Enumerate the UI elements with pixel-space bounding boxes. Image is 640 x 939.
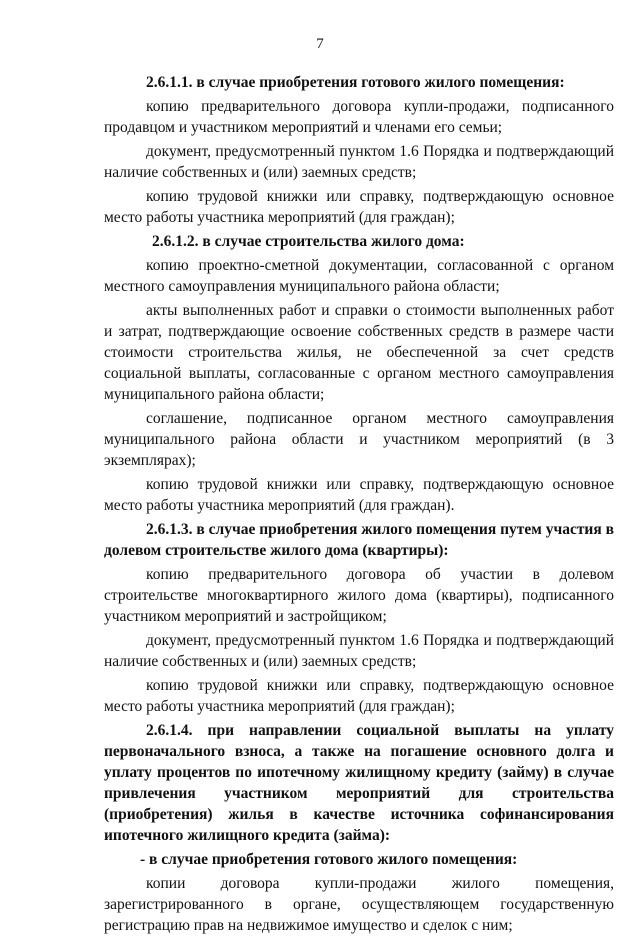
list-item: копию предварительного договора об участии в долевом строительстве многоквартирного жилого дома (квартиры), подписанного участником мероприятий и застройщиком; [104, 566, 614, 625]
document-body [104, 72, 614, 939]
list-item: копию проектно-сметной документации, согласованной с органом местного самоуправления муниципального района области; [104, 257, 614, 295]
section-heading-2-6-1-4: 2.6.1.4. при направлении социальной выплаты на уплату первоначального взноса, а также на погашение основного долга и уплату процентов по ипотечному жилищному кредиту (займу) в случае привлечения участником мероприятий для строительства (приобретения) жилья в качестве источника софинансирования ипотечного жилищного кредита (займа): [104, 722, 614, 844]
list-item: копию трудовой книжки или справку, подтверждающую основное место работы участника мероприятий (для граждан). [104, 476, 614, 514]
list-item: соглашение, подписанное органом местного самоуправления муниципального района области и участником мероприятий (в 3 экземплярах); [104, 410, 614, 469]
section-heading-2-6-1-1: 2.6.1.1. в случае приобретения готового жилого помещения: [146, 74, 565, 91]
subsection-heading: - в случае приобретения готового жилого помещения: [140, 851, 518, 868]
page-number: 7 [316, 36, 324, 52]
list-item: копию трудовой книжки или справку, подтверждающую основное место работы участника мероприятий (для граждан); [104, 188, 614, 226]
list-item: документ, предусмотренный пунктом 1.6 Порядка и подтверждающий наличие собственных и (или) заемных средств; [104, 632, 614, 670]
list-item: акты выполненных работ и справки о стоимости выполненных работ и затрат, подтверждающие освоение собственных средств в размере части стоимости строительства жилья, не обеспеченной за счет средств социальной выплаты, согласованные с органом местного самоуправления муниципального района области; [104, 302, 614, 403]
list-item: копии договора купли-продажи жилого помещения, зарегистрированного в органе, осуществляющем государственную регистрацию прав на недвижимое имущество и сделок с ним; [104, 875, 614, 934]
list-item: копию предварительного договора купли-продажи, подписанного продавцом и участником мероприятий и членами его семьи; [104, 98, 614, 136]
list-item: документ, предусмотренный пунктом 1.6 Порядка и подтверждающий наличие собственных и (или) заемных средств; [104, 143, 614, 181]
section-heading-2-6-1-2: 2.6.1.2. в случае строительства жилого дома: [152, 233, 465, 250]
section-heading-2-6-1-3: 2.6.1.3. в случае приобретения жилого помещения путем участия в долевом строительстве жилого дома (квартиры): [104, 521, 614, 559]
list-item: копию трудовой книжки или справку, подтверждающую основное место работы участника мероприятий (для граждан); [104, 677, 614, 715]
